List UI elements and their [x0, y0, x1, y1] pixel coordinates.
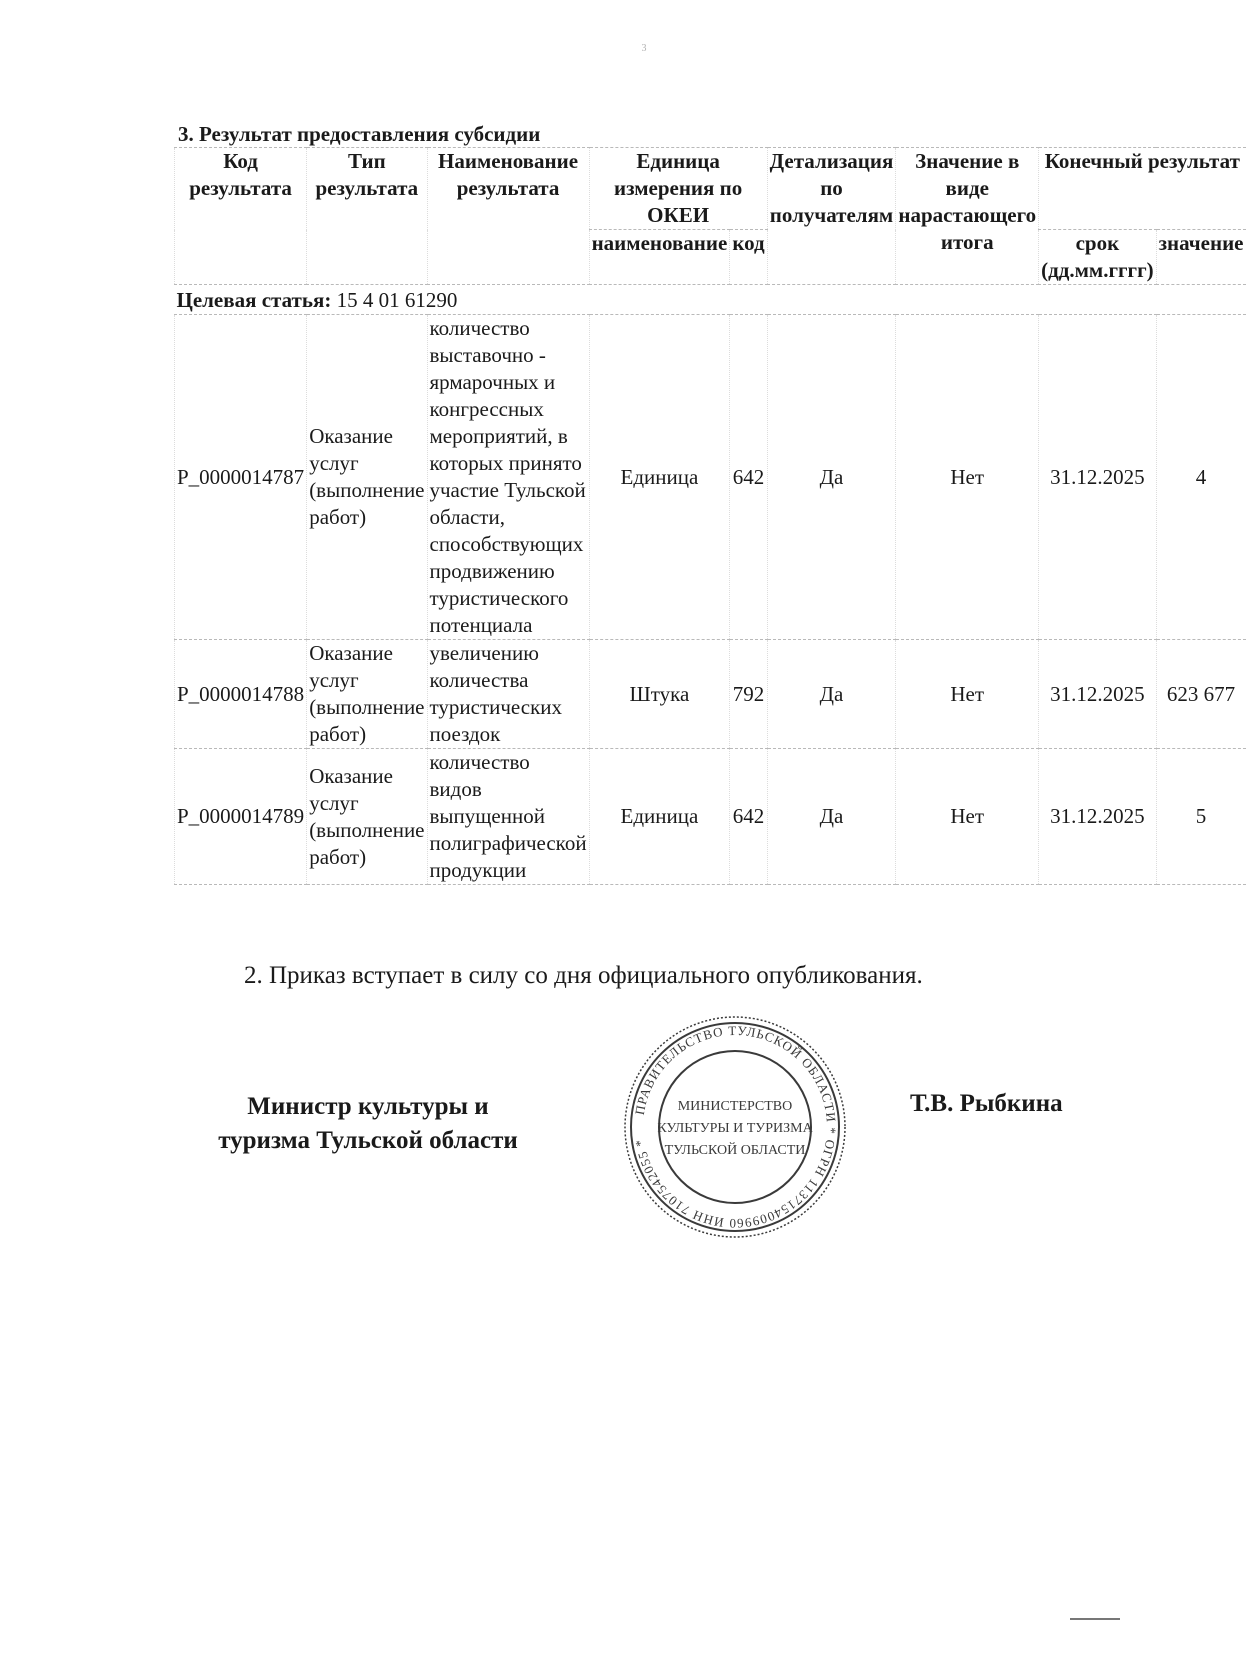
result-name: количество выставочно - ярмарочных и конгрессных мероприятий, в которых принято участие Тульской области, способствующих продвижению туристического потенциала — [427, 315, 589, 640]
header-detail: Детализация по получателям — [767, 148, 896, 285]
seal-outer-text: ПРАВИТЕЛЬСТВО ТУЛЬСКОЙ ОБЛАСТИ * ОГРН 1137154009960 ИНН 7107542055 * — [631, 1022, 840, 1232]
result-type: Оказание услуг (выполнение работ) — [307, 315, 427, 640]
result-type: Оказание услуг (выполнение работ) — [307, 640, 427, 749]
header-cumulative: Значение в виде нарастающего итога — [896, 148, 1039, 285]
final-date: 31.12.2025 — [1039, 315, 1156, 640]
section-title: 3. Результат предоставления субсидии — [178, 122, 541, 146]
footer-rule — [1070, 1618, 1120, 1620]
result-code: P_0000014787 — [175, 315, 307, 640]
result-type: Оказание услуг (выполнение работ) — [307, 749, 427, 885]
detail-flag: Да — [767, 640, 896, 749]
header-unit-name: наименование — [589, 230, 730, 285]
signer-title-line-1: Министр культуры и — [247, 1093, 489, 1120]
unit-code: 642 — [730, 315, 767, 640]
unit-name: Единица — [589, 749, 730, 885]
header-unit-group: Единица измерения по ОКЕИ — [589, 148, 767, 230]
result-name: увеличению количества туристических поездок — [427, 640, 589, 749]
detail-flag: Да — [767, 749, 896, 885]
results-table — [174, 147, 1246, 885]
result-code: P_0000014789 — [175, 749, 307, 885]
header-type: Тип результата — [307, 148, 427, 285]
seal-line-3: ТУЛЬСКОЙ ОБЛАСТИ — [664, 1143, 806, 1158]
table-row — [175, 749, 1246, 885]
header-unit-code: код — [730, 230, 767, 285]
table-row — [175, 640, 1246, 749]
final-date: 31.12.2025 — [1039, 749, 1156, 885]
final-value: 623 677 — [1156, 640, 1245, 749]
final-value: 4 — [1156, 315, 1245, 640]
signer-title — [198, 1090, 538, 1158]
unit-name: Штука — [589, 640, 730, 749]
target-article-value: 15 4 01 61290 — [336, 288, 458, 312]
header-final-value: значение — [1156, 230, 1245, 285]
result-name: количество видов выпущенной полиграфической продукции — [427, 749, 589, 885]
unit-name: Единица — [589, 315, 730, 640]
unit-code: 792 — [730, 640, 767, 749]
page-number-mark: 3 — [641, 43, 647, 54]
target-article-label: Целевая статья: — [176, 288, 332, 312]
seal-line-2: КУЛЬТУРЫ И ТУРИЗМА — [657, 1121, 813, 1136]
header-final-date: срок (дд.мм.гггг) — [1039, 230, 1156, 285]
cumulative-flag: Нет — [896, 315, 1039, 640]
header-name: Наименование результата — [427, 148, 589, 285]
target-article-row — [175, 285, 1246, 315]
order-clause: 2. Приказ вступает в силу со дня официального опубликования. — [244, 962, 923, 989]
header-code: Код результата — [175, 148, 307, 285]
signer-name: Т.В. Рыбкина — [910, 1090, 1063, 1117]
final-value: 5 — [1156, 749, 1245, 885]
result-code: P_0000014788 — [175, 640, 307, 749]
table-row — [175, 315, 1246, 640]
seal-line-1: МИНИСТЕРСТВО — [677, 1099, 793, 1114]
cumulative-flag: Нет — [896, 749, 1039, 885]
signer-title-line-2: туризма Тульской области — [218, 1127, 518, 1154]
final-date: 31.12.2025 — [1039, 640, 1156, 749]
header-final-group: Конечный результат — [1039, 148, 1246, 230]
detail-flag: Да — [767, 315, 896, 640]
unit-code: 642 — [730, 749, 767, 885]
official-seal — [620, 1012, 850, 1242]
cumulative-flag: Нет — [896, 640, 1039, 749]
